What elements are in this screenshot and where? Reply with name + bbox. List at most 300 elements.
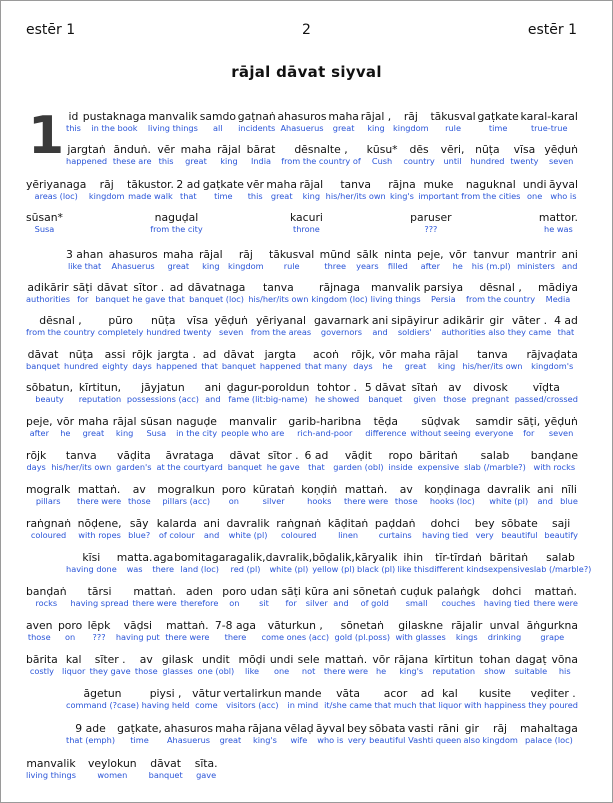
gloss-word: glasses: [162, 666, 193, 676]
gloss-word: there were: [77, 496, 122, 506]
gloss-word: in the city: [176, 428, 218, 438]
source-word: vēlaḍ: [284, 722, 314, 735]
gloss-word: sit: [259, 598, 269, 608]
source-word: 2 ad: [176, 178, 201, 191]
gloss-word: hundred: [64, 361, 99, 371]
source-word: tohan: [479, 653, 511, 666]
gloss-word: and: [537, 496, 553, 506]
gloss-word: wife: [290, 735, 308, 745]
source-word: dēs: [409, 143, 429, 156]
source-word: banḍaṅ: [26, 585, 67, 598]
source-word: gaṭkate: [202, 178, 244, 191]
source-word: kal: [442, 687, 458, 700]
word-token: [203, 517, 219, 541]
source-word: salab: [480, 449, 510, 462]
source-word: ahasuros: [164, 722, 213, 735]
gloss-word: and: [205, 394, 221, 404]
source-word: mahaltaga: [519, 722, 578, 735]
word-token: [488, 551, 530, 575]
source-word: mogralk: [26, 483, 71, 496]
word-token: [146, 314, 180, 338]
source-word: mande: [284, 687, 322, 700]
gloss-word: suitable: [514, 666, 548, 676]
gloss-word: those: [394, 496, 418, 506]
header-page-number: 2: [302, 22, 311, 38]
word-token: [328, 517, 368, 541]
source-word: kalarda: [156, 517, 197, 530]
gloss-word: difference: [365, 428, 407, 438]
word-token: [301, 483, 337, 507]
word-token: [198, 653, 235, 677]
word-token: [248, 722, 282, 746]
gloss-word: time: [214, 191, 233, 201]
source-word: dagaṭ: [515, 653, 547, 666]
source-word: rājal ,: [360, 110, 392, 123]
gloss-word: living things: [26, 770, 76, 780]
word-token: [127, 381, 199, 405]
gloss-word: there: [152, 564, 175, 574]
gloss-word: having tied: [483, 598, 530, 608]
source-word: ropo: [388, 449, 413, 462]
gloss-word: ???: [92, 632, 106, 642]
source-word: naguḍe: [176, 415, 217, 428]
text-line: [66, 551, 592, 581]
word-token: [470, 143, 504, 167]
source-word: rāj: [99, 178, 114, 191]
source-word: davralik: [226, 517, 270, 530]
word-token: [157, 517, 197, 541]
gloss-word: having done: [66, 564, 117, 574]
source-word: peje,: [26, 415, 53, 428]
gloss-word: with rocks: [533, 462, 576, 472]
gloss-word: those: [27, 632, 51, 642]
source-word: maha: [78, 415, 109, 428]
word-token: [298, 653, 320, 677]
word-token: [528, 687, 578, 711]
source-word: koṇḍinaga: [424, 483, 481, 496]
word-token: [66, 143, 107, 167]
gloss-word: incidents: [238, 123, 276, 133]
word-token: [128, 517, 150, 541]
gloss-word: he showed: [314, 394, 360, 404]
source-word: rāj: [403, 110, 418, 123]
gloss-word: for: [77, 294, 89, 304]
word-token: [217, 143, 241, 167]
source-word: yēriyanal: [256, 314, 306, 327]
word-token: [132, 348, 152, 372]
source-word: tohtor .: [317, 381, 357, 394]
source-word: manvalik: [371, 281, 421, 294]
word-token: [239, 653, 266, 677]
gloss-word: great: [332, 123, 355, 133]
word-token: [324, 687, 372, 711]
source-word: kūra: [304, 585, 329, 598]
gloss-word: with ropes: [78, 530, 121, 540]
gloss-word: twenty: [510, 156, 539, 166]
word-token: [523, 178, 547, 202]
gloss-word: his (m.pl): [471, 261, 511, 271]
word-token: [472, 248, 511, 272]
source-word: karal-karal: [520, 110, 578, 123]
source-word: 7-8 aga: [214, 619, 257, 632]
text-line: [26, 585, 578, 615]
source-word: ahasuros: [277, 110, 327, 123]
source-word: sūsan*: [26, 211, 63, 224]
gloss-word: white (pl): [269, 564, 309, 574]
word-token: [284, 722, 314, 746]
gloss-word: palace (loc): [525, 735, 573, 745]
word-token: [163, 248, 194, 272]
word-token: [214, 314, 248, 338]
source-word: sōbatun,: [26, 381, 74, 394]
word-token: [394, 653, 428, 677]
gloss-word: from the areas: [250, 327, 312, 337]
gloss-word: seven: [548, 156, 574, 166]
word-token: [70, 585, 128, 609]
gloss-word: king: [302, 191, 321, 201]
gloss-word: Susa: [34, 224, 55, 234]
word-token: [475, 517, 495, 541]
word-token: [269, 248, 314, 272]
gloss-word: this: [247, 191, 263, 201]
source-word: vāḍsi: [123, 619, 153, 632]
word-token: [113, 143, 152, 167]
word-token: [430, 110, 475, 134]
gloss-word: he gave: [266, 462, 300, 472]
word-token: [435, 348, 459, 372]
word-token: [148, 110, 198, 134]
source-word: kāryalik: [354, 551, 398, 564]
source-word: vertalirkun: [223, 687, 282, 700]
word-token: [388, 449, 412, 473]
gloss-word: silver: [305, 598, 328, 608]
gloss-word: having spread: [70, 598, 129, 608]
word-token: [433, 653, 476, 677]
source-word: kīsi: [82, 551, 101, 564]
word-token: [347, 722, 367, 746]
gloss-word: those: [127, 496, 151, 506]
source-word: ani: [203, 517, 220, 530]
word-token: [88, 619, 111, 643]
gloss-word: there: [224, 632, 247, 642]
source-word: veḍiter .: [530, 687, 576, 700]
source-word: sōbate: [501, 517, 538, 530]
word-token: [462, 348, 522, 372]
gloss-word: expensive: [417, 462, 460, 472]
word-token: [246, 178, 263, 202]
gloss-word: days: [132, 361, 152, 371]
word-token: [66, 722, 115, 746]
word-token: [561, 248, 577, 272]
gloss-word: ministers: [517, 261, 555, 271]
gloss-word: garden (obl): [333, 462, 384, 472]
word-token: [531, 449, 578, 473]
gloss-word: important: [418, 191, 459, 201]
gloss-word: queen: [435, 735, 462, 745]
word-token: [400, 348, 431, 372]
gloss-word: liquor: [62, 666, 86, 676]
source-word: mattor.: [538, 211, 578, 224]
source-word: vāta: [336, 687, 360, 700]
word-token: [176, 178, 200, 202]
source-word: mattaṅ.: [534, 585, 577, 598]
word-token: [88, 757, 137, 781]
source-word: maha: [400, 348, 431, 361]
word-token: [284, 687, 321, 711]
word-token: [305, 348, 347, 372]
gloss-word: Ahasuerus: [280, 123, 324, 133]
word-token: [141, 415, 173, 439]
text-line: [26, 381, 578, 411]
source-word: gaṭkate,: [117, 722, 162, 735]
gloss-word: blue?: [128, 530, 151, 540]
source-word: manvalik: [26, 757, 76, 770]
word-token: [549, 178, 578, 202]
gloss-word: and: [203, 530, 220, 540]
gloss-word: seven: [219, 327, 244, 337]
word-token: [361, 110, 392, 134]
source-word: matta.: [116, 551, 153, 564]
source-word: ninta: [384, 248, 412, 261]
source-word: sītaṅ: [411, 381, 438, 394]
word-token: [201, 348, 218, 372]
source-word: āṅgurkna: [526, 619, 578, 632]
word-token: [260, 348, 301, 372]
source-word: rājal: [112, 415, 137, 428]
source-word: kal: [65, 653, 82, 666]
word-token: [89, 178, 125, 202]
gloss-word: was: [126, 564, 143, 574]
word-token: [475, 415, 513, 439]
gloss-word: filled: [387, 261, 408, 271]
source-word: kīrtitun,: [78, 381, 122, 394]
word-token: [372, 314, 388, 338]
text-line: [26, 757, 578, 787]
gloss-word: his/her/its own: [325, 191, 386, 201]
text-line: [66, 248, 578, 278]
gloss-word: king's: [390, 191, 414, 201]
gloss-word: given: [413, 394, 436, 404]
source-word: undit: [202, 653, 230, 666]
source-word: vōna: [551, 653, 578, 666]
word-token: [26, 281, 70, 305]
word-token: [560, 483, 578, 507]
word-token: [98, 314, 143, 338]
word-token: [464, 722, 481, 746]
word-token: [544, 415, 578, 439]
gloss-word: black (pl): [357, 564, 396, 574]
gloss-word: Cush: [371, 156, 393, 166]
gloss-word: days: [26, 462, 46, 472]
word-token: [315, 381, 359, 405]
source-word: acoṅ: [312, 348, 339, 361]
gloss-word: rich-and-poor: [297, 428, 353, 438]
word-token: [526, 348, 577, 372]
gloss-word: kingdom's: [531, 361, 574, 371]
source-word: sītor .: [267, 449, 299, 462]
word-token: [333, 585, 349, 609]
source-word: pustaknaga: [82, 110, 147, 123]
source-word: parsiya: [423, 281, 464, 294]
word-token: [539, 211, 578, 235]
word-token: [316, 722, 345, 746]
source-word: āgetun: [83, 687, 122, 700]
source-word: av: [399, 483, 413, 496]
source-word: ahasuros: [108, 248, 158, 261]
gloss-word: Media: [545, 294, 571, 304]
source-word: av: [139, 653, 153, 666]
page-title: rājal dāvat siyval: [231, 63, 382, 81]
word-token: [501, 517, 538, 541]
gloss-word: liquor: [438, 700, 462, 710]
text-line: [26, 483, 578, 513]
gloss-word: banquet (loc): [189, 294, 244, 304]
source-word: rājal: [198, 248, 223, 261]
source-word: yēḍuṅ: [544, 143, 578, 156]
gloss-word: he: [60, 428, 71, 438]
gloss-word: yellow (pl): [312, 564, 355, 574]
gloss-word: costly: [29, 666, 54, 676]
gloss-word: that: [179, 191, 197, 201]
gloss-word: one: [527, 191, 543, 201]
gloss-word: banquet: [368, 394, 403, 404]
word-token: [333, 449, 383, 473]
gloss-word: happened: [156, 361, 198, 371]
gloss-word: garden's: [116, 462, 152, 472]
gloss-word: Vashti: [408, 735, 434, 745]
gloss-word: kingdom (loc): [311, 294, 368, 304]
source-word: veylokun: [88, 757, 137, 770]
gloss-word: slab (/marble?): [464, 462, 526, 472]
gloss-word: command (?case): [66, 700, 140, 710]
word-token: [247, 143, 276, 167]
word-token: [26, 619, 53, 643]
source-word: vāḍit: [344, 449, 372, 462]
word-token: [344, 483, 388, 507]
word-token: [221, 415, 284, 439]
word-token: [464, 449, 526, 473]
word-token: [429, 551, 488, 575]
word-token: [299, 178, 323, 202]
source-word: aven: [26, 619, 53, 632]
source-word: ani: [537, 483, 554, 496]
word-token: [157, 483, 215, 507]
word-token: [261, 619, 329, 643]
source-word: 9 ade: [75, 722, 106, 735]
word-token: [544, 517, 578, 541]
gloss-word: India: [250, 156, 272, 166]
source-word: tākusval: [430, 110, 476, 123]
source-word: bomitaga: [174, 551, 226, 564]
gloss-word: fame (lit:big-name): [228, 394, 308, 404]
gloss-word: very: [347, 735, 366, 745]
source-word: lēpk: [87, 619, 111, 632]
source-word: sāṭi: [281, 585, 301, 598]
word-token: [95, 281, 129, 305]
gloss-word: that: [201, 361, 218, 371]
source-word: ad: [169, 281, 184, 294]
source-word: ḍagur-poroldun: [226, 381, 310, 394]
word-token: [388, 178, 416, 202]
source-word: ani: [371, 314, 389, 327]
word-token: [477, 110, 518, 134]
word-token: [64, 348, 98, 372]
source-word: naguknal: [465, 178, 516, 191]
gloss-word: his/her/its own: [51, 462, 112, 472]
gloss-word: great: [82, 428, 105, 438]
word-token: [223, 687, 281, 711]
word-token: [26, 348, 60, 372]
gloss-word: these are: [112, 156, 152, 166]
source-word: rōjk: [131, 348, 153, 361]
word-token: [281, 585, 300, 609]
gloss-word: inside: [388, 462, 413, 472]
source-word: mattaṅ.: [77, 483, 121, 496]
source-word: dāvat: [229, 449, 261, 462]
gloss-word: pillars: [35, 496, 61, 506]
source-word: maha: [266, 178, 297, 191]
text-line: [26, 415, 578, 445]
word-token: [142, 687, 190, 711]
gloss-word: having held: [141, 700, 190, 710]
word-token: [552, 653, 578, 677]
source-word: rāni: [438, 722, 459, 735]
word-token: [527, 619, 578, 643]
word-token: [199, 248, 223, 272]
gloss-word: different kinds: [429, 564, 489, 574]
source-word: vīsa: [186, 314, 209, 327]
source-word: bey: [474, 517, 495, 530]
word-token: [351, 348, 375, 372]
gloss-word: true-true: [530, 123, 568, 133]
word-token: [403, 143, 434, 167]
word-token: [26, 314, 95, 338]
gloss-word: authorities: [26, 294, 71, 304]
source-word: sālk: [356, 248, 379, 261]
word-token: [451, 619, 482, 643]
word-token: [375, 517, 416, 541]
chapter-number: 1: [28, 106, 65, 166]
gloss-word: come: [195, 700, 218, 710]
source-word: mattaṅ.: [324, 653, 368, 666]
source-word: rājal: [434, 348, 459, 361]
source-word: sīta.: [194, 757, 218, 770]
word-token: [520, 722, 578, 746]
gloss-word: hundred: [470, 156, 505, 166]
gloss-word: kingdom: [88, 191, 125, 201]
source-word: nūṭa: [68, 348, 94, 361]
word-token: [149, 757, 183, 781]
source-word: ānduṅ.: [113, 143, 151, 156]
gloss-word: his: [558, 666, 571, 676]
source-word: vōr: [56, 415, 75, 428]
source-word: 3 ahan: [66, 248, 104, 261]
source-word: piysi ,: [149, 687, 182, 700]
gloss-word: banquet: [95, 294, 130, 304]
source-word: vōr: [378, 348, 397, 361]
source-word: av: [448, 381, 462, 394]
source-word: dāvat: [150, 757, 182, 770]
word-token: [228, 449, 262, 473]
word-token: [266, 178, 297, 202]
gloss-word: small: [405, 598, 428, 608]
gloss-word: from the city: [150, 224, 203, 234]
word-token: [83, 110, 146, 134]
gloss-word: silver: [262, 496, 285, 506]
source-word: yēḍuṅ: [544, 415, 578, 428]
source-word: vēr: [157, 143, 175, 156]
word-token: [188, 281, 246, 305]
